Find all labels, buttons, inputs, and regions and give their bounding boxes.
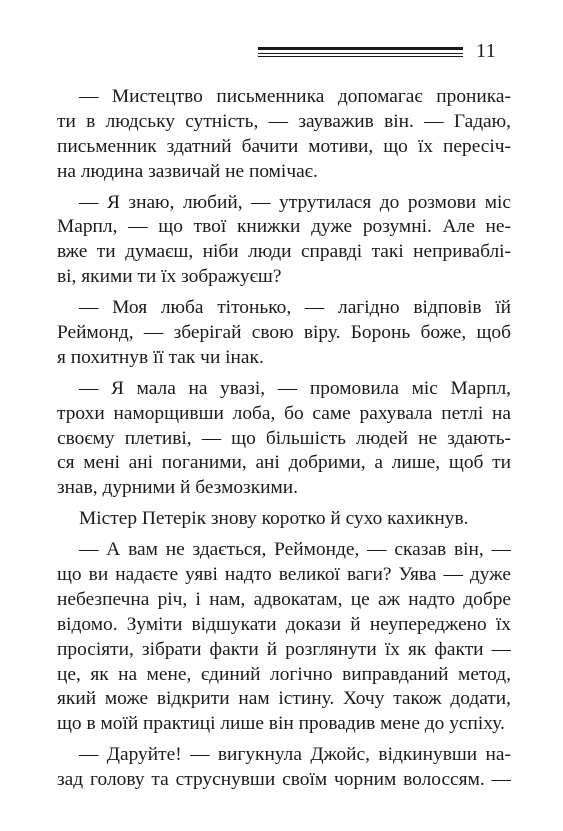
header-rule-thick: [258, 47, 463, 50]
text-line: — Моя люба тітонько, — лагідно відповів їй: [79, 297, 511, 319]
text-line: своєму плетиві, — що більшість людей не здають-: [57, 427, 511, 449]
text-line: я похитнув її так чи інак.: [57, 346, 264, 368]
running-header: [258, 41, 528, 65]
text-line: це, як на мене, єдиний логічно виправданий метод,: [57, 663, 511, 685]
text-line: ся мені ані поганими, ані добрими, а лише, щоб ти: [57, 452, 511, 474]
header-rule-thin-lower: [258, 56, 463, 57]
header-rule-thin: [258, 53, 463, 54]
text-line: Реймонд, — зберігай свою віру. Боронь боже, щоб: [57, 322, 511, 344]
text-line: що в моїй практиці лише він провадив мене до успіху.: [57, 713, 505, 735]
text-line: — Даруйте! — вигукнула Джойс, відкинувши на-: [79, 744, 511, 766]
text-line: — А вам не здається, Реймонде, — сказав він, —: [79, 539, 511, 561]
text-line: небезпечна річ, і нам, адвокатам, це аж надто добре: [57, 588, 511, 610]
text-line: трохи наморщивши лоба, бо саме рахувала петлі на: [57, 402, 511, 424]
text-line: зад голову та струснувши своїм чорним волоссям. —: [57, 769, 511, 791]
text-line: ві, якими ти їх зображуєш?: [57, 266, 282, 288]
page-number: 11: [476, 40, 497, 62]
text-line: знав, дурними й безмозкими.: [57, 477, 298, 499]
text-line: — Мистецтво письменника допомагає проника-: [79, 86, 511, 107]
text-line: Марпл, — що твої книжки дуже розумні. Але не-: [57, 216, 511, 238]
text-line: — Я знаю, любий, — утрутилася до розмови міс: [79, 191, 511, 213]
body-text: [57, 85, 511, 793]
text-line: ти в людську сутність, — зауважив він. — Гадаю,: [57, 110, 511, 132]
text-line: Містер Петерік знову коротко й сухо кахикнув.: [79, 508, 469, 530]
text-line: відомо. Зуміти відшукати докази й неупереджено їх: [57, 613, 511, 635]
text-line: письменник здатний бачити мотиви, що їх пересіч-: [57, 135, 511, 157]
text-line: — Я мала на увазі, — промовила міс Марпл,: [79, 377, 511, 399]
text-line: який може відкрити нам істину. Хочу також додати,: [57, 688, 511, 710]
text-line: вже ти думаєш, ніби люди справді такі неприваблі-: [57, 241, 511, 263]
text-line: просіяти, зібрати факти й розглянути їх як факти —: [57, 638, 511, 660]
text-line: що ви надаєте уяві надто великої ваги? Уява — дуже: [57, 564, 511, 586]
text-line: на людина зазвичай не помічає.: [57, 160, 318, 182]
